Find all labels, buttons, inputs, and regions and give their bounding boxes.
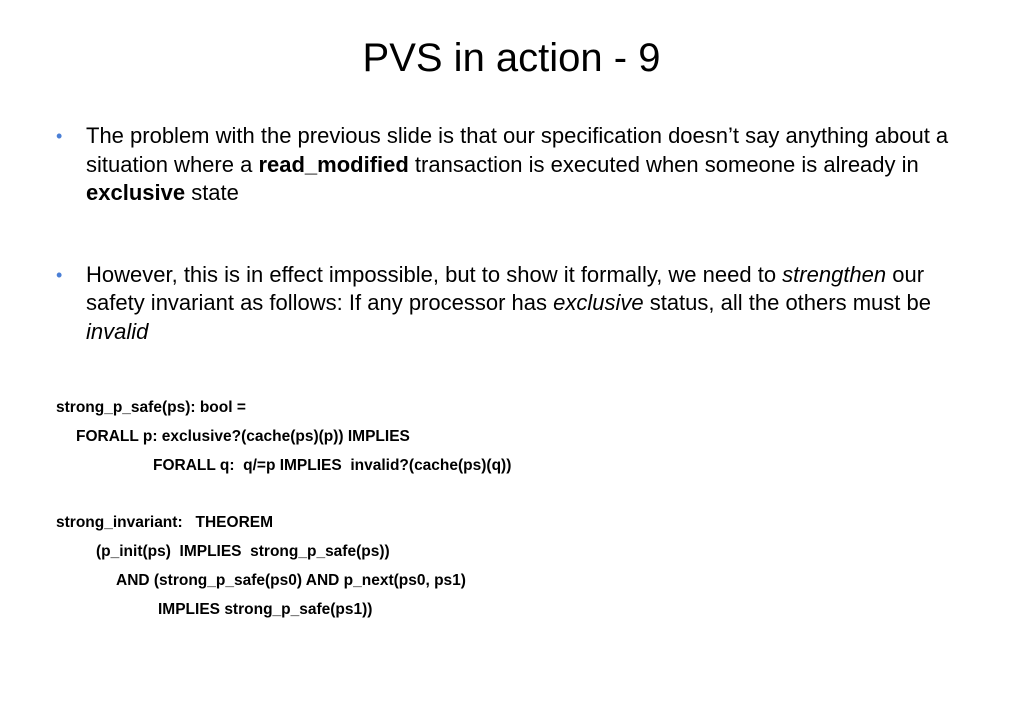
code-blank-line — [56, 480, 956, 509]
bullet-dot-icon: • — [56, 264, 63, 285]
pvs-code-block — [56, 394, 956, 624]
code-line: AND (strong_p_safe(ps0) AND p_next(ps0, ps1) — [116, 571, 466, 589]
code-line: strong_invariant: THEOREM — [56, 514, 274, 532]
code-line: strong_p_safe(ps): bool = — [56, 399, 246, 416]
code-line: (p_init(ps) IMPLIES strong_p_safe(ps)) — [96, 542, 390, 560]
slide-title: PVS in action - 9 — [362, 36, 661, 80]
bullet-dot-icon: • — [56, 126, 63, 146]
bullet-list — [56, 122, 976, 346]
code-line: IMPLIES strong_p_safe(ps1)) — [158, 600, 373, 618]
bullet-text: However, this is in effect impossible, but to show it formally, we need to strengthen our safety invariant as follows: If any processor has exclusive status, all the others must be invalid — [86, 261, 931, 344]
bullet-item-2 — [56, 261, 976, 347]
code-line: FORALL p: exclusive?(cache(ps)(p)) IMPLIES — [76, 427, 410, 445]
bullet-text: The problem with the previous slide is that our specification doesn’t say anything about a situation where a read_modified transaction is executed when someone is already in exclusive state — [86, 123, 949, 205]
bullet-item-1 — [56, 122, 976, 208]
code-line: FORALL q: q/=p IMPLIES invalid?(cache(ps)(q)) — [153, 456, 512, 474]
